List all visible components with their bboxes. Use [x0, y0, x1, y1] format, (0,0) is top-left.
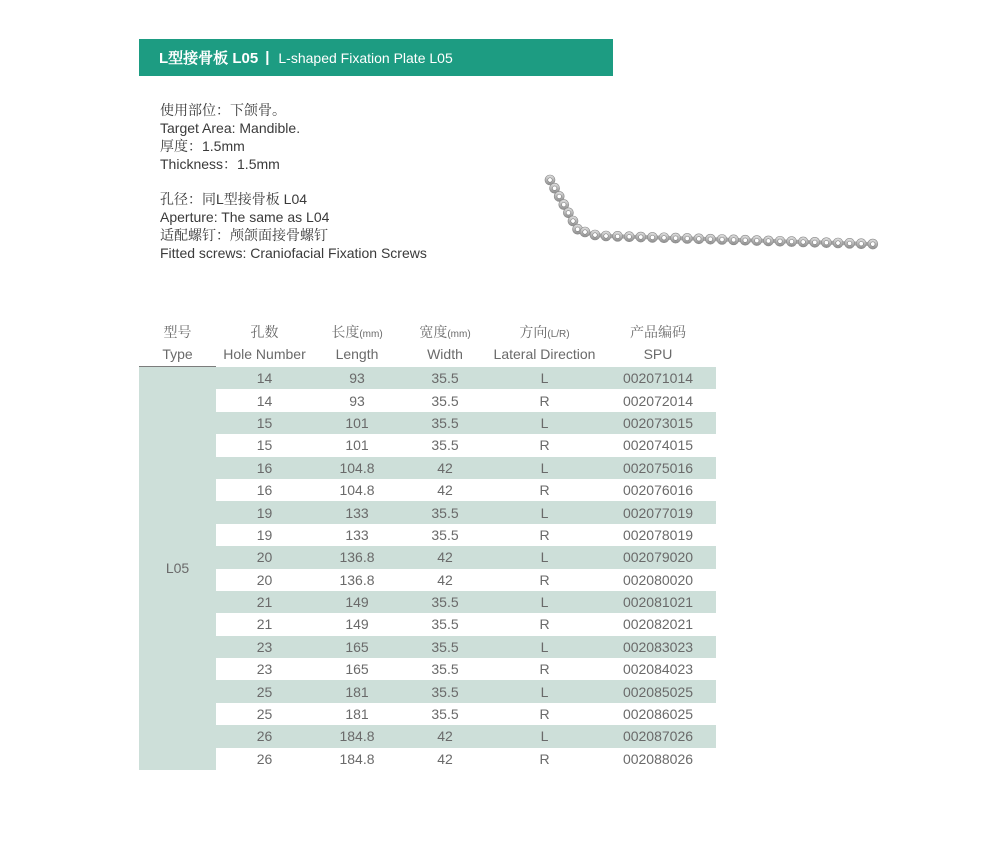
table-row [139, 591, 716, 613]
col-header-cn-holes: 孔数 [250, 323, 279, 340]
hole-number-cell: 15 [216, 412, 313, 434]
table-row [139, 613, 716, 635]
spu-cell: 002084023 [600, 658, 716, 680]
spu-cell: 002074015 [600, 434, 716, 456]
spu-cell: 002076016 [600, 479, 716, 501]
product-code-title: L型接骨板 L05 [159, 50, 259, 67]
length-cell: 136.8 [313, 546, 401, 568]
width-cell: 35.5 [401, 412, 489, 434]
table-row [139, 366, 716, 389]
direction-cell: R [489, 569, 600, 591]
direction-cell: R [489, 703, 600, 725]
hole-number-cell: 14 [216, 389, 313, 411]
direction-cell: R [489, 748, 600, 770]
width-cell: 35.5 [401, 524, 489, 546]
hole-number-cell: 23 [216, 636, 313, 658]
width-cell: 35.5 [401, 658, 489, 680]
length-cell: 93 [313, 389, 401, 411]
hole-number-cell: 20 [216, 569, 313, 591]
length-cell: 101 [313, 434, 401, 456]
hole-number-cell: 19 [216, 501, 313, 523]
length-cell: 181 [313, 703, 401, 725]
hole-number-cell: 15 [216, 434, 313, 456]
length-cell: 184.8 [313, 748, 401, 770]
header-row-cn [139, 318, 716, 343]
table-row [139, 479, 716, 501]
spu-cell: 002072014 [600, 389, 716, 411]
spec-table [139, 318, 716, 770]
direction-cell: R [489, 434, 600, 456]
hole-number-cell: 23 [216, 658, 313, 680]
spu-cell: 002077019 [600, 501, 716, 523]
table-row [139, 680, 716, 702]
spu-cell: 002075016 [600, 457, 716, 479]
col-header-cn-spu: 产品编码 [630, 323, 686, 340]
product-subtitle: L-shaped Fixation Plate L05 [278, 49, 453, 66]
direction-cell: L [489, 680, 600, 702]
col-header-cn-direction: 方向(L/R) [519, 323, 570, 340]
direction-cell: L [489, 366, 600, 389]
hole-number-cell: 14 [216, 366, 313, 389]
direction-cell: L [489, 546, 600, 568]
length-cell: 104.8 [313, 479, 401, 501]
length-cell: 104.8 [313, 457, 401, 479]
col-header-en-spu: SPU [600, 343, 716, 366]
col-header-en-length: Length [313, 343, 401, 366]
col-header-en-holes: Hole Number [216, 343, 313, 366]
width-cell: 35.5 [401, 366, 489, 389]
width-cell: 35.5 [401, 389, 489, 411]
title-separator: | [265, 49, 270, 66]
type-cell: L05 [139, 366, 216, 770]
spec-info-block-2 [160, 190, 427, 262]
length-cell: 101 [313, 412, 401, 434]
spu-cell: 002083023 [600, 636, 716, 658]
table-row [139, 412, 716, 434]
length-cell: 133 [313, 524, 401, 546]
spu-cell: 002082021 [600, 613, 716, 635]
hole-number-cell: 16 [216, 479, 313, 501]
table-row [139, 546, 716, 568]
table-row [139, 636, 716, 658]
hole-number-cell: 25 [216, 680, 313, 702]
direction-cell: L [489, 636, 600, 658]
table-row [139, 748, 716, 770]
spu-cell: 002071014 [600, 366, 716, 389]
length-cell: 184.8 [313, 725, 401, 747]
hole-number-cell: 25 [216, 703, 313, 725]
table-row [139, 389, 716, 411]
hole-number-cell: 26 [216, 725, 313, 747]
width-cell: 42 [401, 479, 489, 501]
direction-cell: L [489, 725, 600, 747]
width-cell: 35.5 [401, 636, 489, 658]
direction-cell: R [489, 658, 600, 680]
table-row [139, 501, 716, 523]
width-cell: 35.5 [401, 680, 489, 702]
info-line: 孔径：同L型接骨板 L04 [160, 191, 308, 207]
col-header-cn-length: 长度(mm) [331, 323, 383, 340]
direction-cell: R [489, 613, 600, 635]
direction-cell: L [489, 501, 600, 523]
col-header-cn-type: 型号 [163, 323, 192, 340]
length-cell: 133 [313, 501, 401, 523]
spu-cell: 002086025 [600, 703, 716, 725]
direction-cell: R [489, 479, 600, 501]
length-cell: 149 [313, 613, 401, 635]
table-row [139, 658, 716, 680]
info-line: Target Area: Mandible. [160, 120, 301, 136]
spu-cell: 002080020 [600, 569, 716, 591]
col-header-en-width: Width [401, 343, 489, 366]
table-row [139, 703, 716, 725]
width-cell: 35.5 [401, 434, 489, 456]
width-cell: 42 [401, 457, 489, 479]
width-cell: 35.5 [401, 613, 489, 635]
spu-cell: 002073015 [600, 412, 716, 434]
hole-number-cell: 21 [216, 591, 313, 613]
spu-cell: 002088026 [600, 748, 716, 770]
spu-cell: 002085025 [600, 680, 716, 702]
info-line: Fitted screws: Craniofacial Fixation Screws [160, 245, 427, 261]
spu-cell: 002079020 [600, 546, 716, 568]
direction-cell: L [489, 591, 600, 613]
col-header-cn-width: 宽度(mm) [419, 323, 471, 340]
info-line: 使用部位：下颌骨。 [160, 102, 286, 118]
info-line: 适配螺钉：颅颌面接骨螺钉 [160, 227, 328, 243]
info-line: 厚度：1.5mm [160, 138, 245, 154]
l-plate-image [540, 170, 892, 250]
spu-cell: 002078019 [600, 524, 716, 546]
header-row-en [139, 343, 716, 366]
width-cell: 35.5 [401, 703, 489, 725]
table-row [139, 524, 716, 546]
spec-info-block-1 [160, 101, 300, 173]
width-cell: 42 [401, 546, 489, 568]
table-row [139, 434, 716, 456]
width-cell: 42 [401, 725, 489, 747]
direction-cell: L [489, 457, 600, 479]
col-header-en-direction: Lateral Direction [489, 343, 600, 366]
table-row [139, 569, 716, 591]
direction-cell: L [489, 412, 600, 434]
spu-cell: 002087026 [600, 725, 716, 747]
length-cell: 136.8 [313, 569, 401, 591]
length-cell: 149 [313, 591, 401, 613]
length-cell: 181 [313, 680, 401, 702]
col-header-en-type: Type [139, 343, 216, 366]
length-cell: 93 [313, 366, 401, 389]
hole-number-cell: 16 [216, 457, 313, 479]
direction-cell: R [489, 389, 600, 411]
hole-number-cell: 26 [216, 748, 313, 770]
table-row [139, 725, 716, 747]
width-cell: 35.5 [401, 591, 489, 613]
hole-number-cell: 21 [216, 613, 313, 635]
title-banner [139, 39, 613, 76]
width-cell: 42 [401, 569, 489, 591]
hole-number-cell: 19 [216, 524, 313, 546]
width-cell: 42 [401, 748, 489, 770]
length-cell: 165 [313, 658, 401, 680]
table-body [139, 366, 716, 770]
length-cell: 165 [313, 636, 401, 658]
spu-cell: 002081021 [600, 591, 716, 613]
direction-cell: R [489, 524, 600, 546]
width-cell: 35.5 [401, 501, 489, 523]
info-line: Thickness：1.5mm [160, 156, 280, 172]
hole-number-cell: 20 [216, 546, 313, 568]
info-line: Aperture: The same as L04 [160, 209, 330, 225]
table-row [139, 457, 716, 479]
